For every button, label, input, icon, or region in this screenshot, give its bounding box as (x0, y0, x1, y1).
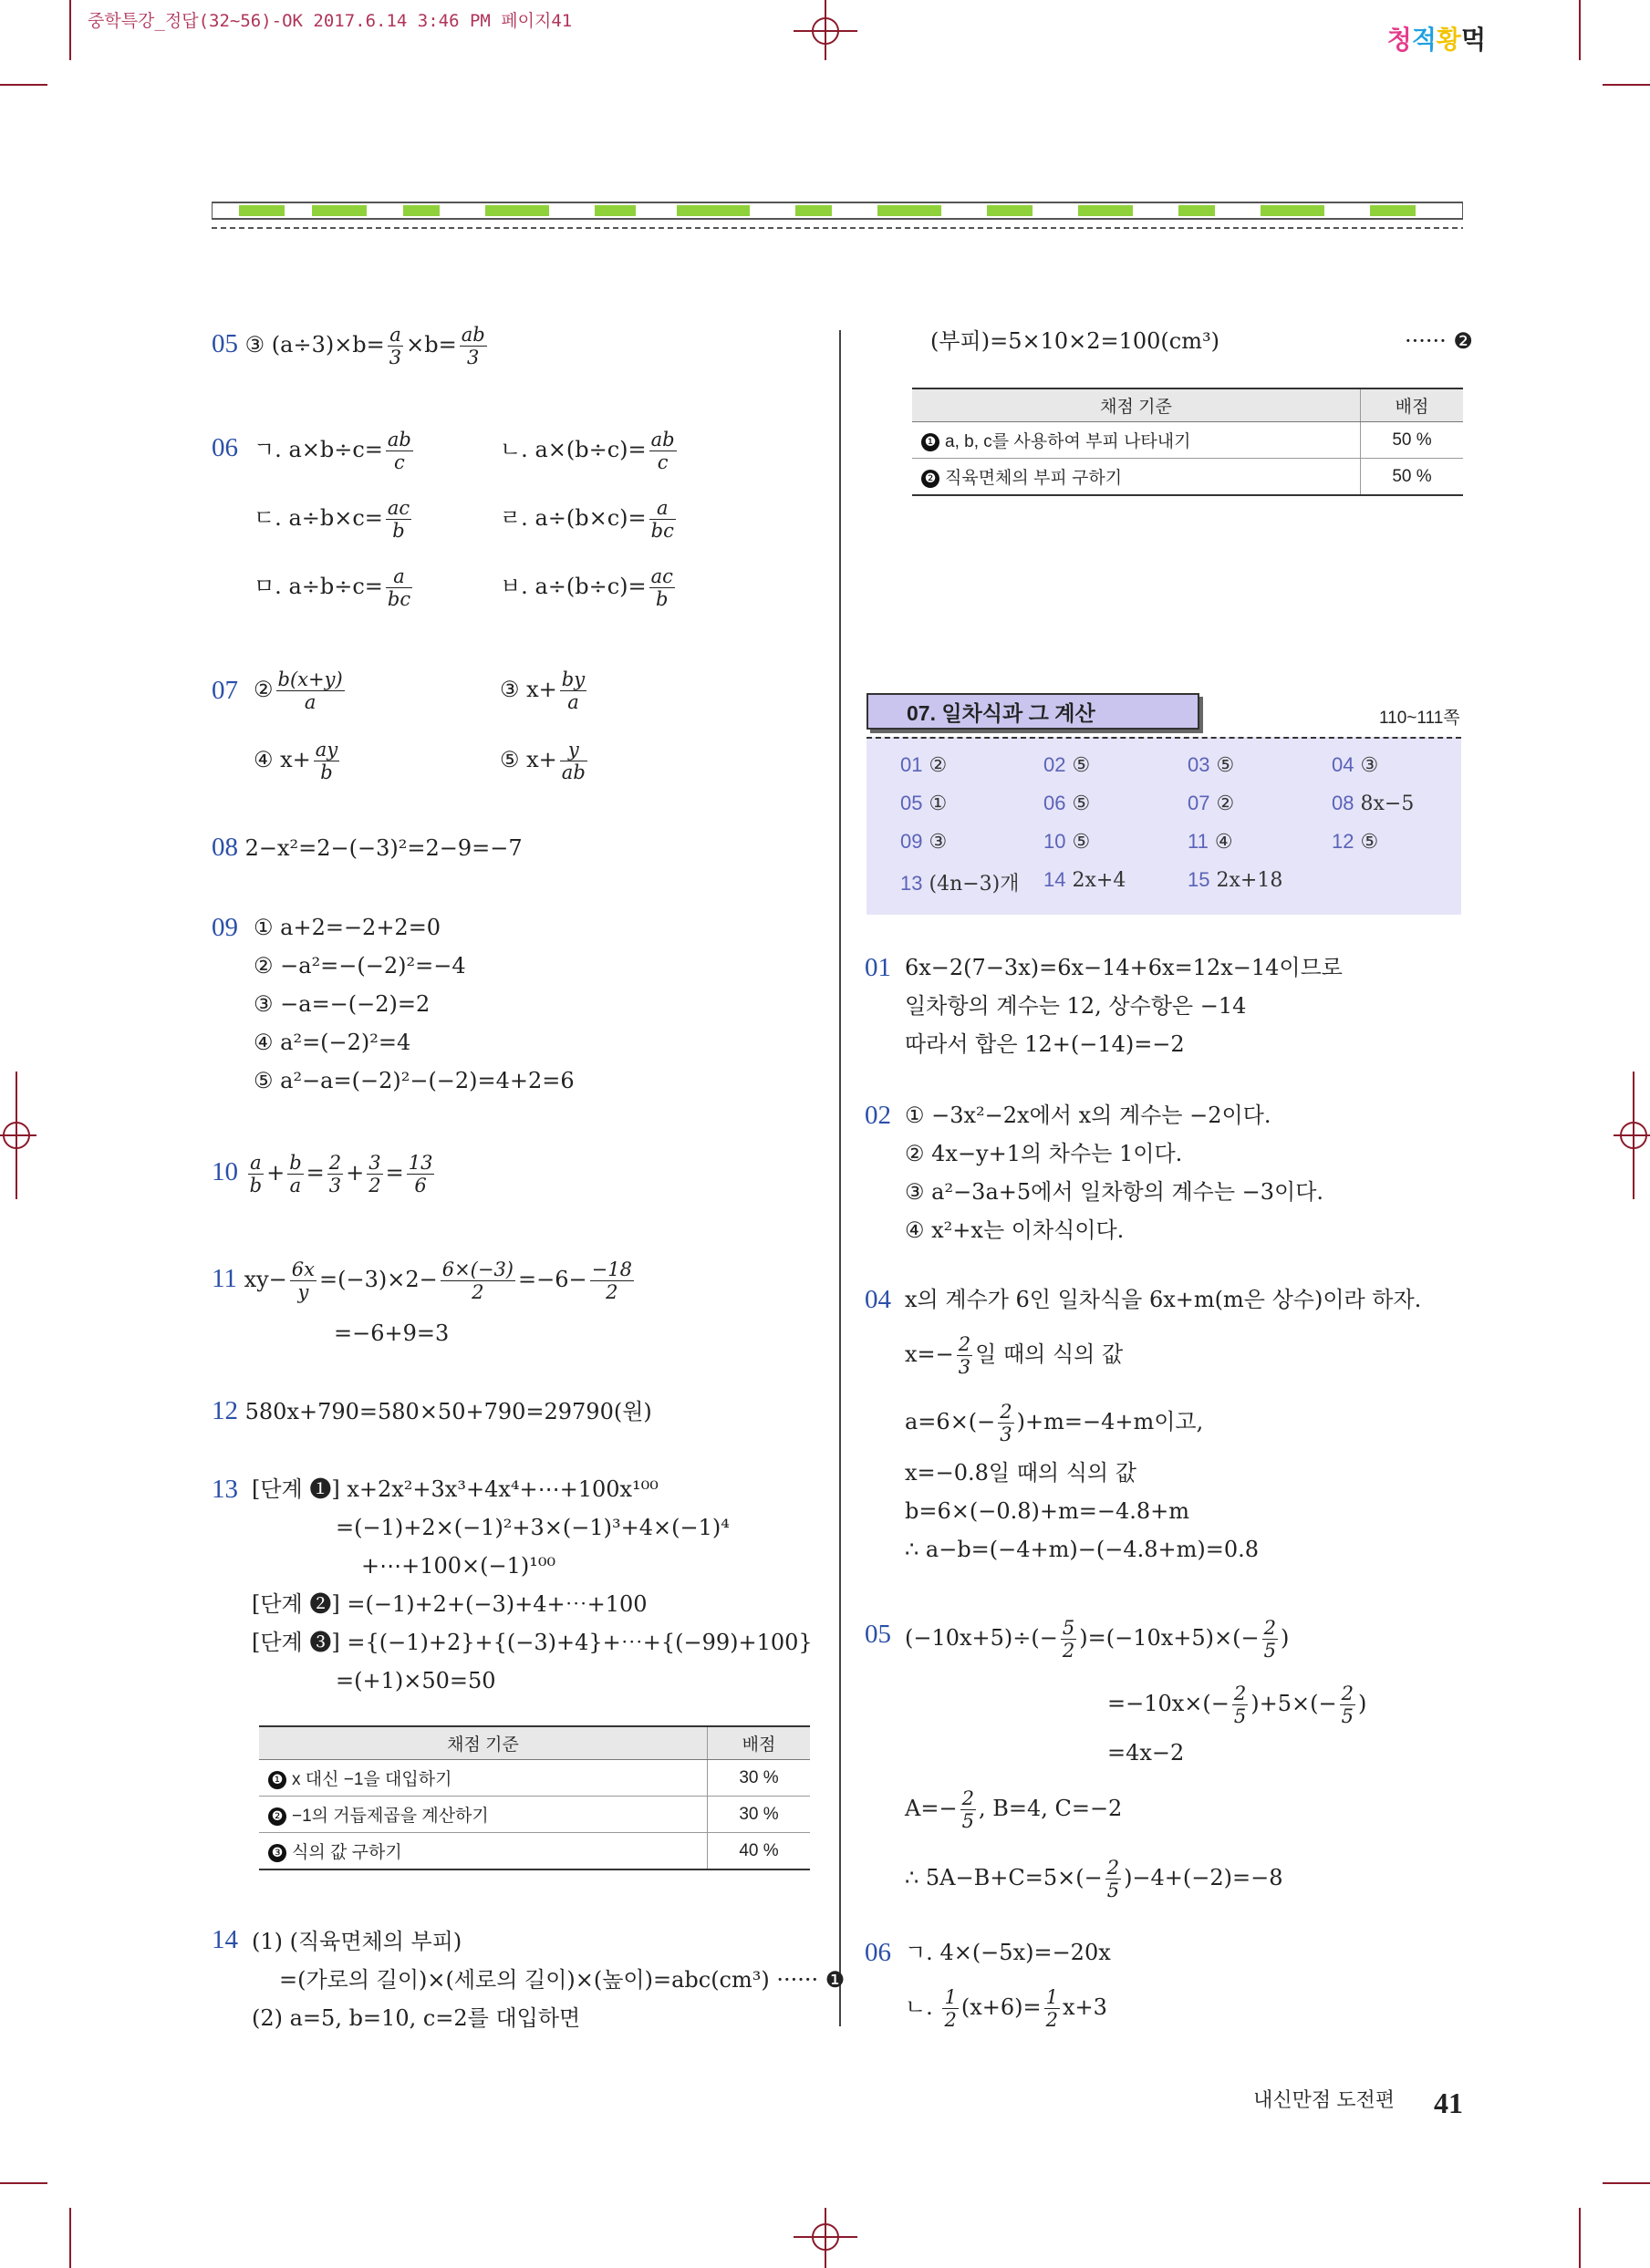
answer-item (1043, 868, 1126, 892)
question-10: 10 $\frac{a}{b}$ + $\frac{b}{a}$ = $\frac{2}{3}$ + $\frac{3}{2}$ = $\frac{13}{6}$ (212, 1152, 433, 1196)
solution-06-number: 06 (865, 1938, 891, 1967)
answer-value: 2x+4 (1072, 869, 1126, 892)
q13-line: [단계 ❶] x+2x²+3x³+4x⁴+⋯+100x¹⁰⁰ (252, 1476, 659, 1502)
question-09-number: 09 (212, 913, 238, 942)
answer-number: 09 (900, 830, 923, 853)
question-14-number: 14 (212, 1925, 238, 1954)
s04-line: b=6×(−0.8)+m=−4.8+m (905, 1498, 1189, 1524)
answer-number: 11 (1188, 830, 1209, 853)
crop-mark (1579, 2208, 1581, 2268)
s04-line: x=−0.8일 때의 식의 값 (905, 1460, 1136, 1486)
q06-item: ㄱ. a×b÷c= $\frac{ab}{c}$ (254, 429, 411, 473)
s06-line: ㄴ. $\frac{1}{2}$ (x+6)= $\frac{1}{2}$ x+3 (905, 1986, 1107, 2031)
answer-value: ⑤ (1072, 792, 1091, 815)
answer-value: ③ (929, 831, 948, 854)
answer-value: ⑤ (1072, 754, 1091, 777)
answer-number: 15 (1188, 868, 1210, 891)
q13-scoring-table (259, 1725, 810, 1870)
decorative-banner (212, 199, 1463, 235)
s04-line: x의 계수가 6인 일차식을 6x+m(m은 상수)이라 하자. (905, 1287, 1422, 1312)
q06-item: ㅁ. a÷b÷c= $\frac{a}{bc}$ (254, 565, 411, 610)
q09-line: ⑤ a²−a=(−2)²−(−2)=4+2=6 (254, 1068, 575, 1093)
brand-logo (1387, 20, 1486, 57)
crop-mark (69, 2208, 71, 2268)
s02-line: ④ x²+x는 이차식이다. (905, 1217, 1125, 1243)
s01-line: 따라서 합은 12+(−14)=−2 (905, 1031, 1185, 1057)
crop-mark (69, 0, 71, 60)
answer-number: 12 (1332, 830, 1354, 853)
table-row: ❷ −1의 거듭제곱을 계산하기 30 % (259, 1797, 810, 1833)
answer-number: 06 (1043, 792, 1066, 814)
s05-line: A=− $\frac{2}{5}$ , B=4, C=−2 (905, 1787, 1123, 1832)
s04-line: x=− $\frac{2}{3}$ 일 때의 식의 값 (905, 1333, 1124, 1378)
question-07-number: 07 (212, 676, 238, 705)
brand-char: 적 (1411, 25, 1437, 55)
q09-line: ① a+2=−2+2=0 (254, 915, 441, 940)
s02-line: ① −3x²−2x에서 x의 계수는 −2이다. (905, 1103, 1271, 1128)
answer-value: ② (929, 754, 948, 777)
answer-item (900, 753, 947, 777)
solution-04-number: 04 (865, 1285, 891, 1314)
s01-line: 6x−2(7−3x)=6x−14+6x=12x−14이므로 (905, 955, 1343, 980)
answer-number: 05 (900, 792, 923, 814)
answer-value: ⑤ (1360, 831, 1379, 854)
answer-item (1043, 830, 1090, 854)
q14-line: (2) a=5, b=10, c=2를 대입하면 (252, 2005, 581, 2031)
q09-line: ③ −a=−(−2)=2 (254, 991, 431, 1017)
brand-char: 먹 (1460, 25, 1486, 55)
answer-item (1043, 753, 1090, 777)
table-row: ❸ 식의 값 구하기 40 % (259, 1833, 810, 1870)
q06-item: ㅂ. a÷(b÷c)= $\frac{ac}{b}$ (500, 565, 673, 610)
answer-value: ⑤ (1072, 831, 1091, 854)
answer-value: (4n−3)개 (929, 873, 1020, 896)
answer-item (1188, 868, 1282, 892)
brand-char: 황 (1436, 25, 1461, 55)
s05-line: =−10x×(− $\frac{2}{5}$ )+5×(− $\frac{2}{5}$ ) (1107, 1683, 1367, 1727)
answer-item (1188, 830, 1233, 854)
q13-line: [단계 ❸] ={(−1)+2}+{(−3)+4}+⋯+{(−99)+100} (252, 1630, 813, 1655)
answer-value: 2x+18 (1216, 869, 1283, 892)
question-05: 05 ③ (a÷3)×b= $\frac{a}{3}$ ×b= $\frac{ab}{3}$ (212, 324, 485, 368)
s02-line: ③ a²−3a+5에서 일차항의 계수는 −3이다. (905, 1179, 1324, 1205)
q14-line: =(가로의 길이)×(세로의 길이)×(높이)=abc(cm³) ······ ❶ (279, 1967, 846, 1993)
crop-mark (0, 2182, 47, 2184)
registration-mark-icon (1614, 1072, 1650, 1199)
registration-mark-icon (794, 2208, 857, 2268)
solution-01-number: 01 (865, 953, 891, 982)
q07-item: ② $\frac{b(x+y)}{a}$ (254, 668, 343, 713)
table-row: ❶ a, b, c를 사용하여 부피 나타내기 50 % (912, 422, 1463, 459)
answer-item (1332, 753, 1378, 777)
crop-mark (0, 84, 47, 86)
q09-line: ② −a²=−(−2)²=−4 (254, 953, 466, 979)
q11-line: =−6+9=3 (334, 1320, 450, 1346)
crop-mark (1603, 2182, 1650, 2184)
q13-line: =(−1)+2×(−1)²+3×(−1)³+4×(−1)⁴ (336, 1515, 730, 1540)
registration-mark-icon (0, 1072, 36, 1199)
s04-line: ∴ a−b=(−4+m)−(−4.8+m)=0.8 (905, 1537, 1260, 1562)
crop-mark (1603, 84, 1650, 86)
answer-value: ③ (1360, 754, 1379, 777)
answer-item (1188, 753, 1234, 777)
table-header: 채점 기준 (259, 1726, 708, 1760)
q06-item: ㄴ. a×(b÷c)= $\frac{ab}{c}$ (500, 429, 675, 473)
answer-item (1332, 830, 1378, 854)
answer-item (1188, 792, 1234, 815)
q06-item: ㄹ. a÷(b×c)= $\frac{a}{bc}$ (500, 497, 674, 542)
r-top-mark: ······ ❷ (1405, 328, 1473, 354)
answer-number: 04 (1332, 753, 1354, 776)
q13-line: =(+1)×50=50 (336, 1668, 496, 1693)
print-info: 중학특강_정답(32~56)-OK 2017.6.14 3:46 PM 페이지41 (88, 11, 573, 31)
answer-number: 02 (1043, 753, 1066, 776)
answer-item (900, 830, 947, 854)
question-06-number: 06 (212, 433, 238, 462)
q06-item: ㄷ. a÷b×c= $\frac{ac}{b}$ (254, 497, 410, 542)
table-row: ❶ x 대신 −1을 대입하기 30 % (259, 1760, 810, 1797)
question-12: 12 580x+790=580×50+790=29790(원) (212, 1396, 652, 1425)
section-divider (867, 737, 1461, 739)
answer-number: 08 (1332, 792, 1354, 814)
footer-label: 내신만점 도전편 (1253, 2088, 1395, 2111)
s02-line: ② 4x−y+1의 차수는 1이다. (905, 1141, 1183, 1166)
q14-line: (1) (직육면체의 부피) (252, 1929, 462, 1954)
s05-line: ∴ 5A−B+C=5×(− $\frac{2}{5}$ )−4+(−2)=−8 (905, 1857, 1283, 1901)
s01-line: 일차항의 계수는 12, 상수항은 −14 (905, 993, 1247, 1019)
solution-02-number: 02 (865, 1101, 891, 1130)
q07-item: ④ x+ $\frac{ay}{b}$ (254, 739, 338, 783)
answer-value: 8x−5 (1360, 792, 1415, 815)
registration-mark-icon (794, 0, 857, 60)
column-divider (839, 330, 841, 2026)
section-title: 07. 일차식과 그 계산 (867, 693, 1199, 730)
q07-item: ⑤ x+ $\frac{y}{ab}$ (500, 739, 586, 783)
answer-number: 10 (1043, 830, 1066, 853)
answer-item (1332, 792, 1414, 815)
question-13-number: 13 (212, 1475, 238, 1504)
q09-line: ④ a²=(−2)²=4 (254, 1030, 411, 1055)
s05-line: (−10x+5)÷(− $\frac{5}{2}$ )=(−10x+5)×(− $\frac{2}{5}$ ) (905, 1617, 1290, 1662)
table-header: 배점 (708, 1726, 811, 1760)
answer-number: 01 (900, 753, 923, 776)
answer-number: 03 (1188, 753, 1210, 776)
s06-line: ㄱ. 4×(−5x)=−20x (905, 1940, 1111, 1965)
brand-char: 청 (1386, 25, 1412, 55)
r-scoring-table (912, 388, 1463, 496)
s04-line: a=6×(− $\frac{2}{3}$ )+m=−4+m이고, (905, 1401, 1204, 1445)
q13-line: +⋯+100×(−1)¹⁰⁰ (361, 1553, 556, 1579)
answer-number: 13 (900, 872, 923, 895)
question-11: 11 xy− $\frac{6x}{y}$ =(−3)×2− $\frac{6\times(-3)}{2}$ =−6− $\frac{-18}{2}$ (212, 1258, 632, 1303)
answer-value: ⑤ (1216, 754, 1235, 777)
crop-mark (1579, 0, 1581, 60)
table-row: ❷ 직육면체의 부피 구하기 50 % (912, 459, 1463, 496)
q13-line: [단계 ❷] =(−1)+2+(−3)+4+⋯+100 (252, 1591, 648, 1617)
q07-item: ③ x+ $\frac{by}{a}$ (500, 668, 586, 713)
question-08: 08 2−x²=2−(−3)²=2−9=−7 (212, 833, 523, 862)
solution-05-number: 05 (865, 1620, 891, 1649)
page-number: 41 (1434, 2087, 1463, 2119)
table-header: 배점 (1361, 388, 1464, 422)
answer-item (900, 868, 1020, 896)
s05-line: =4x−2 (1107, 1740, 1185, 1766)
answer-item (900, 792, 947, 815)
answer-number: 14 (1043, 868, 1066, 891)
answer-number: 07 (1188, 792, 1210, 814)
answer-value: ② (1216, 792, 1235, 815)
answer-item (1043, 792, 1090, 815)
table-header: 채점 기준 (912, 388, 1361, 422)
answer-value: ④ (1214, 831, 1233, 854)
section-pages: 110~111쪽 (1379, 709, 1460, 728)
r-top-line: (부피)=5×10×2=100(cm³) (930, 328, 1219, 354)
answer-value: ① (929, 792, 948, 815)
